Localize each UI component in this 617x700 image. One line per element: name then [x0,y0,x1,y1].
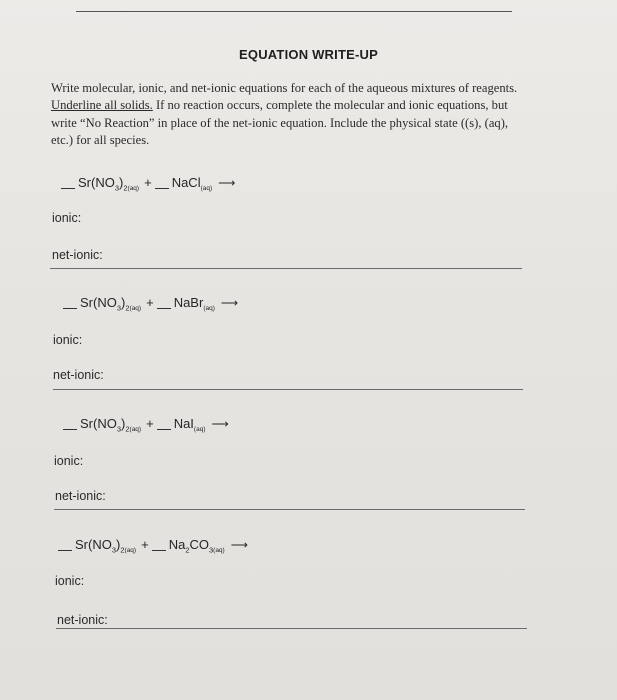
subscript: 3 [111,545,117,555]
subscript: 3 [116,424,122,434]
coefficient-blank[interactable] [152,550,166,551]
paren: ) [121,416,126,431]
subscript: 3 [116,303,122,313]
top-border-line [76,11,512,12]
net-ionic-label-2: net-ionic: [53,368,104,382]
reactant-2: NaCl [171,175,201,190]
coefficient-blank[interactable] [63,308,77,309]
subscript: 2 [120,545,125,555]
instructions-text-1: Write molecular, ionic, and net-ionic equations for each of the aqueous mixtures of reagents. [51,81,518,95]
state-label: (aq) [213,547,225,554]
reactant-1: Sr(NO [80,295,117,310]
reactant-2: Na [168,537,186,552]
equation-1 [61,175,235,193]
instructions-underlined: Underline all solids. [51,98,153,113]
page-title: EQUATION WRITE-UP [239,47,378,62]
state-label: (aq) [200,185,213,192]
divider-line [56,628,527,629]
reactant-1: Sr(NO [78,175,115,190]
reactant-2-part: CO [189,537,209,552]
plus-sign: + [141,537,149,552]
reactant-2: NaI [173,416,194,431]
equation-2 [63,295,238,313]
state-label: (aq) [129,305,142,312]
ionic-label-4: ionic: [55,574,85,588]
paren: ) [116,537,121,552]
coefficient-blank[interactable] [63,429,77,430]
paren: ) [119,175,124,190]
plus-sign: + [146,416,154,431]
net-ionic-label-1: net-ionic: [52,248,103,262]
divider-line [54,509,525,510]
coefficient-blank[interactable] [157,308,171,309]
subscript: 2 [125,303,130,313]
reaction-arrow: ⟶ [220,296,239,310]
instructions-text-2: If no reaction occurs, complete the molecular and ionic equations, but write “No Reaction” in place of the net-ionic equation. Include the physical state ((s), (aq), etc.) for all species. [51,98,509,148]
reactant-2: NaBr [173,295,204,310]
reaction-arrow: ⟶ [218,176,236,190]
state-label: (aq) [124,547,137,554]
instructions-paragraph [51,80,521,150]
net-ionic-label-4: net-ionic: [57,613,108,627]
equation-3 [63,416,229,434]
state-label: (aq) [193,426,206,433]
reactant-1: Sr(NO [75,537,112,552]
subscript: 2 [125,424,130,434]
reaction-arrow: ⟶ [230,538,248,552]
coefficient-blank[interactable] [61,188,75,189]
coefficient-blank[interactable] [58,550,72,551]
divider-line [50,268,522,269]
net-ionic-label-3: net-ionic: [55,489,106,503]
ionic-label-3: ionic: [54,454,84,468]
state-label: (aq) [203,305,215,312]
paren: ) [121,295,126,310]
reactant-1: Sr(NO [80,416,117,431]
plus-sign: + [144,175,152,190]
equation-4 [58,537,248,555]
subscript: 3 [114,183,120,193]
state-label: (aq) [127,185,140,192]
coefficient-blank[interactable] [155,188,169,189]
plus-sign: + [146,295,154,310]
ionic-label-2: ionic: [53,333,83,347]
state-label: (aq) [129,426,142,433]
divider-line [53,389,523,390]
subscript: 3 [208,545,214,555]
subscript: 2 [123,183,128,193]
ionic-label-1: ionic: [52,211,82,225]
subscript: 2 [185,545,190,555]
coefficient-blank[interactable] [157,429,171,430]
reaction-arrow: ⟶ [211,417,229,431]
